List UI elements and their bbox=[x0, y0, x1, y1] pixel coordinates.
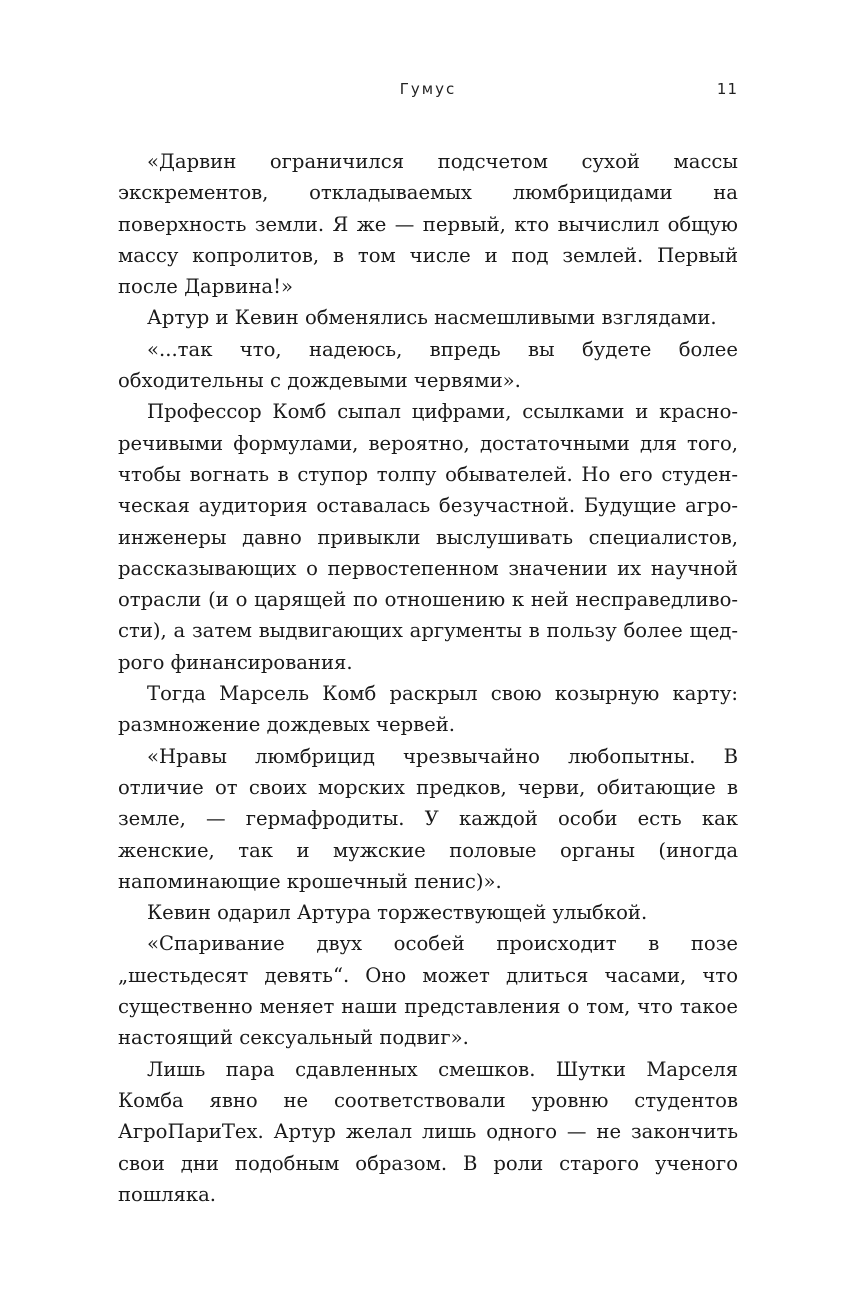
paragraph-7: Кевин одарил Артура торжествующей улыбкой. bbox=[147, 901, 648, 925]
paragraph-6: «Нравы люмбрицид чрезвычайно любопытны. В отличие от своих морских предков, черви, обитающие в земле, — гермафродиты. У каждой особи есть как женские, так и мужские половые органы (иногда напоминающие крошечный пенис)». bbox=[118, 744, 738, 893]
paragraph-9: Лишь пара сдавленных смешков. Шутки Марселя Комба явно не соответствовали уровню студентов АгроПариТех. Артур желал лишь одного — не закончить свои дни подобным образом. В роли старого ученого пошляка. bbox=[118, 1057, 738, 1206]
page-number: 11 bbox=[716, 80, 738, 98]
paragraph-3: «...так что, надеюсь, впредь вы будете более обходительны с дождевыми червями». bbox=[118, 337, 738, 393]
paragraph-2: Артур и Кевин обменялись насмешливыми взглядами. bbox=[147, 306, 717, 330]
running-title: Гумус bbox=[399, 80, 457, 98]
running-header bbox=[118, 80, 738, 104]
paragraph-1: «Дарвин ограничился подсчетом сухой массы экскрементов, откладываемых люмбрицидами на поверхность земли. Я же — первый, кто вычислил общую массу копролитов, в том числе и под землей. Первый после Дарвина!» bbox=[118, 150, 738, 299]
paragraph-5: Тогда Марсель Комб раскрыл свою козырную карту: размножение дождевых червей. bbox=[118, 682, 738, 737]
paragraph-4: Профессор Комб сыпал цифрами, ссылками и красноречивыми формулами, вероятно, достаточными для того, чтобы вогнать в ступор толпу обывателей. Но его студенческая аудитория оставалась безучастной. Будущие агроинженеры давно привыкли выслушивать специалистов, рассказывающих о первостепенном значении их научной отрасли (и о царящей по отношению к ней несправедливости), а затем выдвигающих аргументы в пользу более щедрого финансирования. bbox=[118, 400, 738, 674]
paragraph-8: «Спаривание двух особей происходит в позе „шестьдесят девять“. Оно может длиться часами, что существенно меняет наши представления о том, что такое настоящий сексуальный подвиг». bbox=[118, 932, 738, 1050]
body-text bbox=[118, 146, 738, 1210]
